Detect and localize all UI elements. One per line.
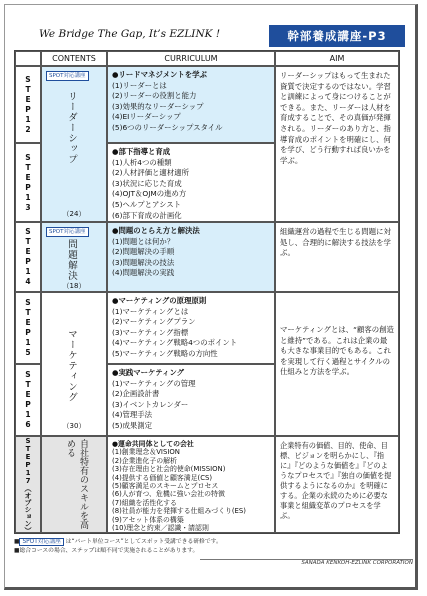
curriculum-item: (5)顧客満足のスキームとプロセス (112, 482, 219, 491)
step-12-curriculum (107, 66, 275, 143)
curriculum-item: (1)マーケティングの管理 (112, 378, 196, 388)
curriculum-item: (4)問題解決の実践 (112, 268, 175, 278)
curriculum-item: (6)人が育つ、危機に強い会社の特徴 (112, 490, 225, 499)
contents-leadership (41, 66, 107, 222)
aim-marketing (275, 292, 399, 436)
footer-note-2: ■総合コースの場合、ステップは順不同で実施されることがあります。 (14, 548, 199, 554)
contents-title: マーケティング (66, 329, 77, 403)
spot-badge: SPOT対応講座 (46, 227, 89, 237)
curriculum-heading: ●運命共同体としての会社 (112, 440, 194, 448)
spot-badge: SPOT対応講座 (19, 538, 63, 546)
step-label: STEP15 (15, 292, 41, 364)
step-17-curriculum (107, 436, 275, 533)
step-label: STEP13 (15, 143, 41, 222)
header-blank (15, 51, 41, 66)
curriculum-table (14, 50, 400, 534)
step-13-curriculum (107, 143, 275, 222)
curriculum-item: (2)リーダーの役割と能力 (112, 91, 197, 101)
curriculum-heading: ●リードマネジメントを学ぶ (112, 70, 207, 79)
aim-company-skill: 企業特有の価値、目的、使命、目標、ビジョンを明らかにし、『指に』『どのような価値を』『どのようなプロセスで』『独自の価値を提供するようになるのか』を明確にする。企業の永続のために必要な事業と組織変革のプロセスを学ぶ。 (275, 436, 399, 533)
curriculum-item: (1)問題とは何か？ (112, 236, 175, 246)
curriculum-item: (5)成果測定 (112, 420, 153, 430)
step-15-curriculum (107, 292, 275, 364)
footer-notes: ■ SPOT対応講座 は“パート単位コース”としてスポット受講できる研修です。 ■総合コースの場合、ステップは順不同で実施されることがあります。 (14, 539, 222, 554)
curriculum-heading: ●部下指導と育成 (112, 147, 171, 156)
step-label: STEP12 (15, 66, 41, 143)
step-16-curriculum (107, 364, 275, 436)
curriculum-item: (9)アセット体系の構築 (112, 515, 184, 524)
header-contents: CONTENTS (41, 51, 107, 66)
curriculum-item: (2)企画設計書 (112, 389, 160, 399)
aim-leadership: リーダーシップはもって生まれた資質で決定するのではない。学習と訓練によって身につけることができる。また、リーダーは人材を育成することで、その真価が発揮される。リーダーのあり方と、指導育成のポイントを明確にし、何を学び、どう行動すれば良いかを学ぶ。 (275, 66, 399, 222)
contents-title: 問題解決 (66, 239, 77, 281)
step-label: STEP16 (15, 364, 41, 436)
curriculum-item: (7)組織を活性化する (112, 498, 177, 507)
footer-note-1: は“パート単位コース”としてスポット受講できる研修です。 (65, 539, 222, 545)
curriculum-heading: ●問題のとらえ方と解決法 (112, 226, 200, 235)
session-count: （18） (62, 282, 86, 290)
curriculum-item: (1)創業理念＆VISION (112, 448, 180, 457)
contents-title: 自社特有のスキルを高める (65, 439, 88, 529)
slogan: We Bridge The Gap, It’s EZLINK ! (39, 28, 221, 40)
step-label: STEP17（オプション） (15, 436, 41, 533)
session-count: （30） (62, 422, 86, 430)
curriculum-item: (3)存在理由と社会的使命(MISSION) (112, 465, 226, 474)
curriculum-item: (4)管理手法 (112, 410, 153, 420)
curriculum-item: (2)問題解決の手順 (112, 247, 175, 257)
company-name: SANADA KENKOH-EZLINK CORPORATION (301, 560, 413, 566)
curriculum-item: (1)マーケティングとは (112, 306, 189, 316)
session-count: （24） (62, 210, 86, 218)
curriculum-item: (8)社員が能力を発揮する仕組みづくり(ES) (112, 507, 246, 516)
header-aim: AIM (275, 51, 399, 66)
curriculum-item: (1)人析4つの種類 (112, 157, 172, 167)
curriculum-item: (5)マーケティング戦略の方向性 (112, 348, 218, 358)
curriculum-item: (4)OJT＆OJMの進め方 (112, 189, 187, 199)
curriculum-item: (3)状況に応じた育成 (112, 178, 182, 188)
header-curriculum: CURRICULUM (107, 51, 275, 66)
curriculum-item: (3)効果的なリーダーシップ (112, 101, 204, 111)
contents-marketing (41, 292, 107, 436)
curriculum-item: (5)ヘルプとアシスト (112, 199, 182, 209)
curriculum-item: (3)問題解決の技法 (112, 257, 175, 267)
curriculum-item: (3)イベントカレンダー (112, 399, 189, 409)
step-14-curriculum (107, 222, 275, 292)
curriculum-heading: ●マーケティングの原理原則 (112, 296, 207, 305)
curriculum-item: (4)EIリーダーシップ (112, 112, 181, 122)
contents-problem-solving (41, 222, 107, 292)
curriculum-item: (1)リーダーとは (112, 80, 167, 90)
contents-title: リーダーシップ (66, 91, 77, 165)
curriculum-item: (6)部下育成の計画化 (112, 210, 182, 220)
curriculum-item: (2)マーケティングプラン (112, 317, 196, 327)
aim-text: マーケティングとは、“顧客の創造と維持”である。これは企業の最も大きな事業目的でもある。これを実現して行く過程とサイクルの仕組みと方法を学ぶ。 (280, 325, 394, 377)
curriculum-item: (10)理念と約束／認識・請認則 (112, 524, 209, 533)
curriculum-item: (3)マーケティング指標 (112, 327, 189, 337)
curriculum-item: (2)企業進化子の解析 (112, 456, 177, 465)
curriculum-item: (4)提供する価値と顧客満足(CS) (112, 473, 213, 482)
curriculum-heading: ●実践マーケティング (112, 368, 185, 377)
curriculum-item: (4)マーケティング戦略4つのポイント (112, 338, 238, 348)
aim-problem-solving: 組織運営の過程で生じる問題に対処し、合理的に解決する技法を学ぶ。 (275, 222, 399, 292)
page-title: 幹部養成講座-P3 (269, 25, 405, 47)
curriculum-item: (2)人材評価と適材適所 (112, 168, 189, 178)
step-label: STEP14 (15, 222, 41, 292)
spot-badge: SPOT対応講座 (46, 71, 89, 81)
curriculum-item: (5)6つのリーダーシップスタイル (112, 122, 223, 132)
page-header (19, 25, 405, 47)
contents-company-skill (41, 436, 107, 533)
